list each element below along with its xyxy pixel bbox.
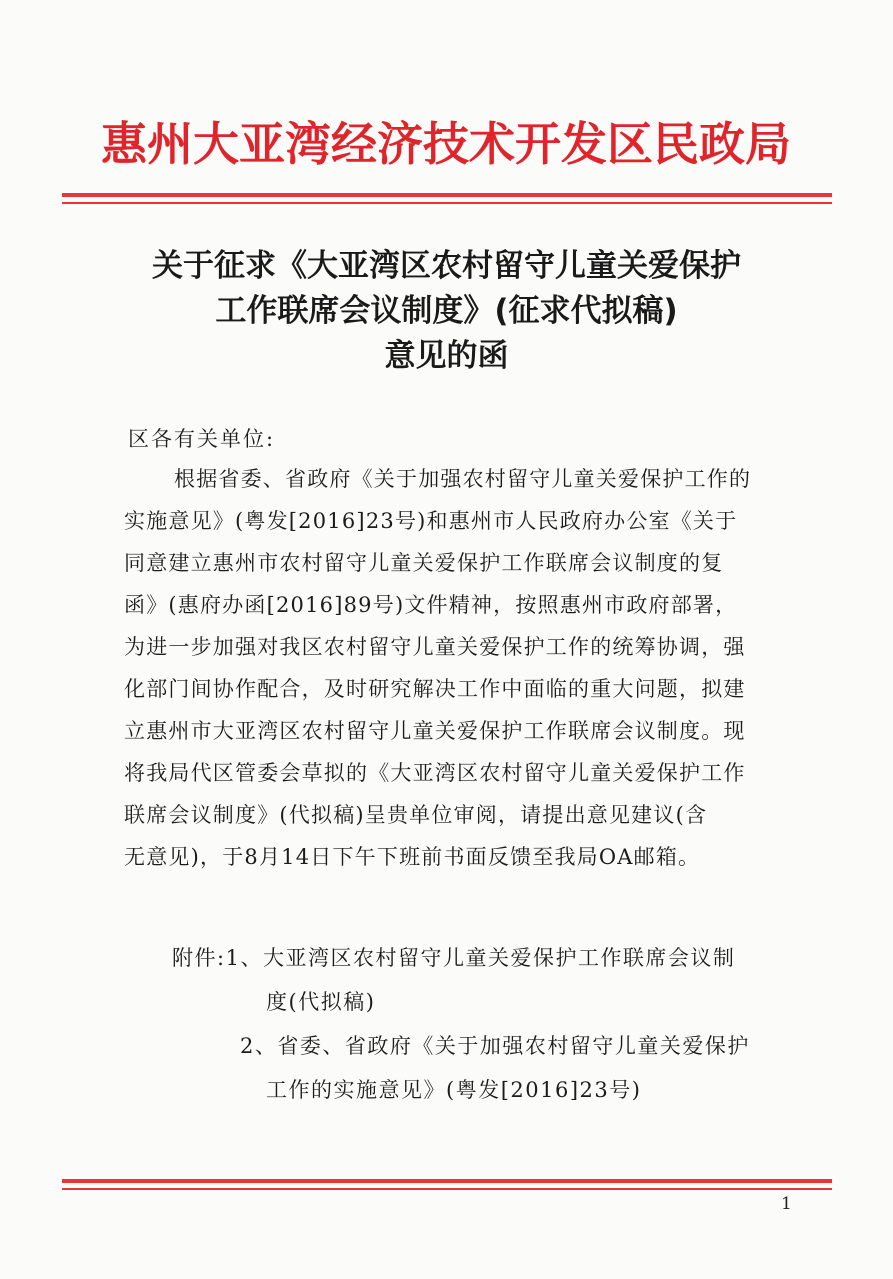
attachments-label: 附件: — [172, 946, 226, 970]
attachment-item-2-line-2: 工作的实施意见》(粤发[2016]23号) — [266, 1078, 642, 1102]
attachment-item-2-line-1: 2、省委、省政府《关于加强农村留守儿童关爱保护 — [240, 1034, 750, 1058]
body-paragraph — [124, 458, 804, 878]
body-line: 无意见)，于8月14日下午下班前书面反馈至我局OA邮箱。 — [124, 845, 701, 869]
body-line: 将我局代区管委会草拟的《大亚湾区农村留守儿童关爱保护工作 — [124, 761, 746, 785]
body-line: 同意建立惠州市农村留守儿童关爱保护工作联席会议制度的复 — [124, 551, 724, 575]
body-line: 根据省委、省政府《关于加强农村留守儿童关爱保护工作的 — [174, 467, 752, 491]
attachment-item-1 — [172, 936, 812, 980]
body-line: 立惠州市大亚湾区农村留守儿童关爱保护工作联席会议制度。现 — [124, 719, 746, 743]
body-line: 函》(惠府办函[2016]89号)文件精神，按照惠州市政府部署， — [124, 593, 738, 617]
footer-rule-thick — [62, 1179, 832, 1183]
footer-rule-thin — [62, 1188, 832, 1190]
title-line-2: 工作联席会议制度》(征求代拟稿) — [215, 293, 678, 329]
attachments-section — [172, 936, 812, 1112]
body-line: 为进一步加强对我区农村留守儿童关爱保护工作的统筹协调，强 — [124, 635, 746, 659]
org-header: 惠州大亚湾经济技术开发区民政局 — [101, 117, 791, 171]
body-line: 联席会议制度》(代拟稿)呈贵单位审阅，请提出意见建议(含 — [124, 803, 708, 827]
body-line: 化部门间协作配合，及时研究解决工作中面临的重大问题，拟建 — [124, 677, 746, 701]
attachment-item-1-line-2: 度(代拟稿) — [266, 990, 376, 1014]
title-line-1: 关于征求《大亚湾区农村留守儿童关爱保护 — [152, 248, 741, 284]
header-rule-thick — [62, 193, 832, 197]
document-title — [60, 244, 833, 379]
header-rule-thin — [62, 202, 832, 204]
page-number: 1 — [781, 1194, 792, 1214]
title-line-3: 意见的函 — [384, 338, 509, 374]
attachment-item-1-line-1: 1、大亚湾区农村留守儿童关爱保护工作联席会议制 — [225, 946, 736, 970]
body-line: 实施意见》(粤发[2016]23号)和惠州市人民政府办公室《关于 — [124, 509, 738, 533]
salutation: 区各有关单位: — [128, 427, 276, 451]
